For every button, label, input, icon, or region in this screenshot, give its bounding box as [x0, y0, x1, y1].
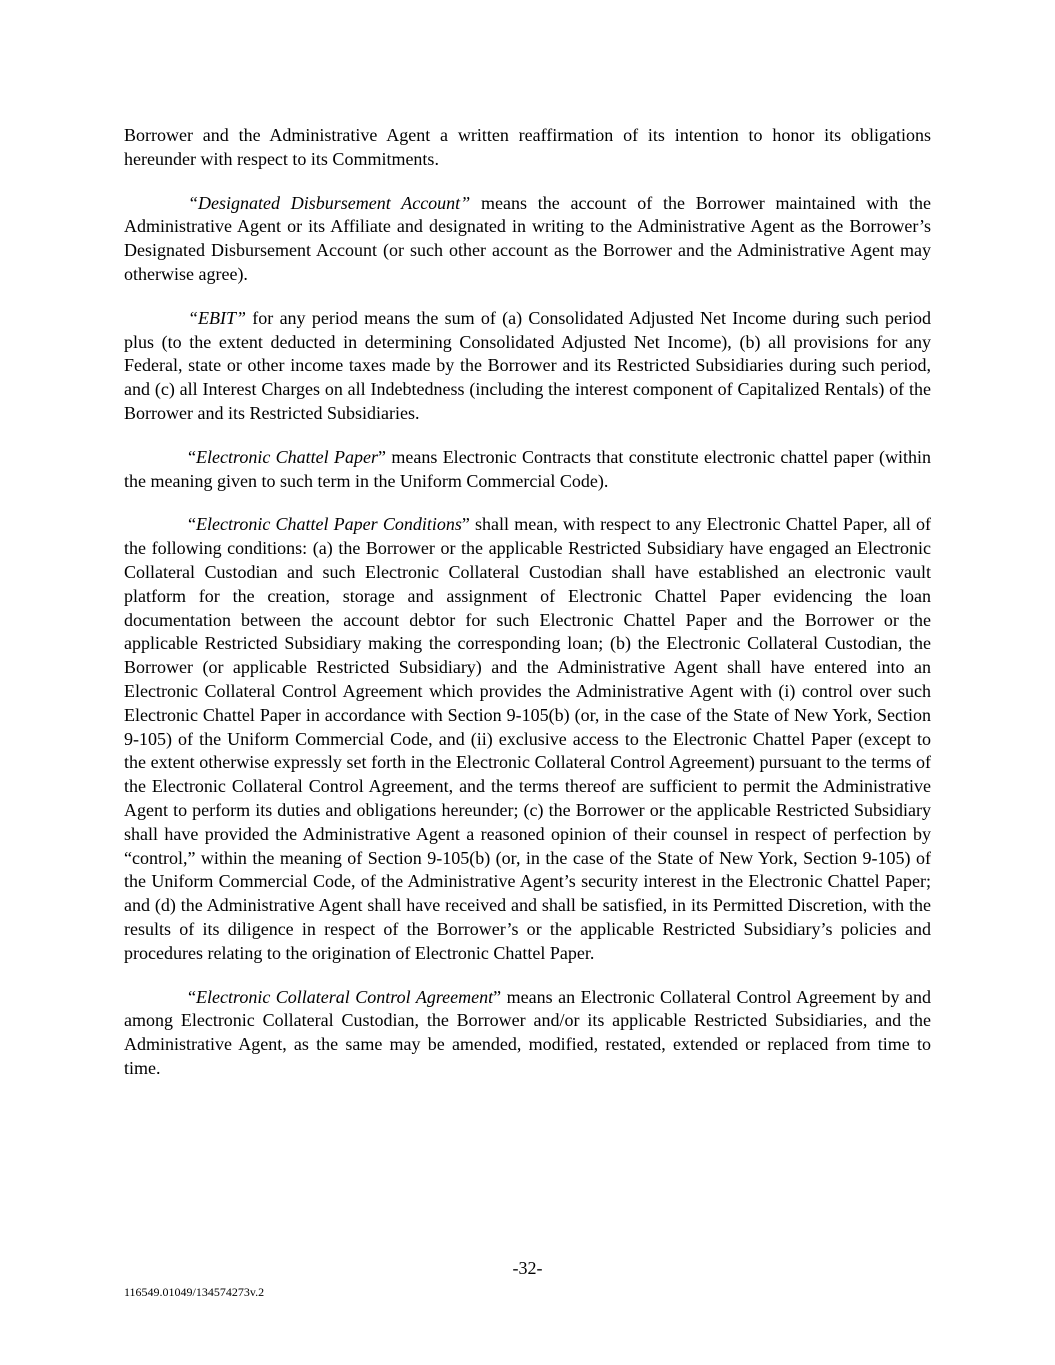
- term-quote-open: “: [188, 307, 199, 328]
- definition-text: means Electronic Contracts that constitute electronic chattel paper (within the meaning given to such term in the Uniform Commercial Code).: [124, 446, 931, 491]
- term-quote-open: “: [188, 986, 196, 1007]
- definition-designated-disbursement-account: [124, 192, 931, 287]
- defined-term: Designated Disbursement Account: [198, 192, 461, 213]
- continuation-paragraph: Borrower and the Administrative Agent a written reaffirmation of its intention to honor its obligations hereunder with respect to its Commitments.: [124, 125, 931, 169]
- defined-term: Electronic Chattel Paper: [196, 446, 378, 467]
- page-number: -32-: [512, 1258, 543, 1278]
- term-quote-close: ”: [378, 446, 386, 467]
- document-id: 116549.01049/134574273v.2: [124, 1285, 265, 1299]
- definition-ebit: [124, 307, 931, 426]
- definition-electronic-collateral-control-agreement: [124, 986, 931, 1081]
- definition-electronic-chattel-paper-conditions: [124, 513, 931, 965]
- definition-text: means an Electronic Collateral Control Agreement by and among Electronic Collateral Custodian, the Borrower and/or its applicable Restricted Subsidiaries, and the Administrative Agent, as the same may be amended, modified, restated, extended or replaced from time to time.: [124, 986, 931, 1078]
- definition-electronic-chattel-paper: [124, 446, 931, 494]
- defined-term: Electronic Chattel Paper Conditions: [196, 514, 462, 535]
- document-body: [124, 124, 931, 1101]
- definition-text: shall mean, with respect to any Electronic Chattel Paper, all of the following conditions: (a) the Borrower or the applicable Restricted Subsidiary have engaged an Electronic Collateral Custodian and such Electronic Collateral Custodian shall have established an electronic vault platform for the creation, storage and assignment of Electronic Chattel Paper evidencing the loan documentation between the account debtor for such Electronic Chattel Paper and the Borrower or the applicable Restricted Subsidiary making the corresponding loan; (b) the Electronic Collateral Custodian, the Borrower (or applicable Restricted Subsidiary) and the Administrative Agent shall have entered into an Electronic Collateral Control Agreement which provides the Administrative Agent with (i) control over such Electronic Chattel Paper in accordance with Section 9-105(b) (or, in the case of the State of New York, Section 9-105) of the Uniform Commercial Code, and (ii) exclusive access to the Electronic Chattel Paper (except to the extent otherwise expressly set forth in the Electronic Collateral Control Agreement) pursuant to the terms of the Electronic Collateral Control Agreement, and the terms thereof are sufficient to permit the Administrative Agent to perform its duties and obligations hereunder; (c) the Borrower or the applicable Restricted Subsidiary shall have provided the Administrative Agent a reasoned opinion of their counsel in respect of perfection by “control,” within the meaning of Section 9-105(b) (or, in the case of the State of New York, Section 9-105) of the Uniform Commercial Code, of the Administrative Agent’s security interest in the Electronic Chattel Paper; and (d) the Administrative Agent shall have received and shall be satisfied, in its Permitted Discretion, with the results of its diligence in respect of the Borrower’s or the applicable Restricted Subsidiary’s policies and procedures relating to the origination of Electronic Chattel Paper.: [124, 514, 931, 963]
- term-quote-close: ”: [460, 192, 471, 213]
- definition-text: means the account of the Borrower maintained with the Administrative Agent or its Affiliate and designated in writing to the Administrative Agent as the Borrower’s Designated Disbursement Account (or such other account as the Borrower and the Administrative Agent may otherwise agree).: [124, 192, 931, 284]
- defined-term: Electronic Collateral Control Agreement: [196, 986, 494, 1007]
- term-quote-close: ”: [493, 986, 502, 1007]
- term-quote-open: “: [188, 192, 199, 213]
- term-quote-open: “: [188, 446, 196, 467]
- definition-text: for any period means the sum of (a) Consolidated Adjusted Net Income during such period plus (to the extent deducted in determining Consolidated Adjusted Net Income), (b) all provisions for any Federal, state or other income taxes made by the Borrower and its Restricted Subsidiaries during such period, and (c) all Interest Charges on all Indebtedness (including the interest component of Capitalized Rentals) of the Borrower and its Restricted Subsidiaries.: [124, 307, 931, 423]
- term-quote-close: ”: [236, 307, 247, 328]
- defined-term: EBIT: [198, 307, 237, 328]
- term-quote-open: “: [188, 514, 196, 535]
- term-quote-close: ”: [461, 514, 470, 535]
